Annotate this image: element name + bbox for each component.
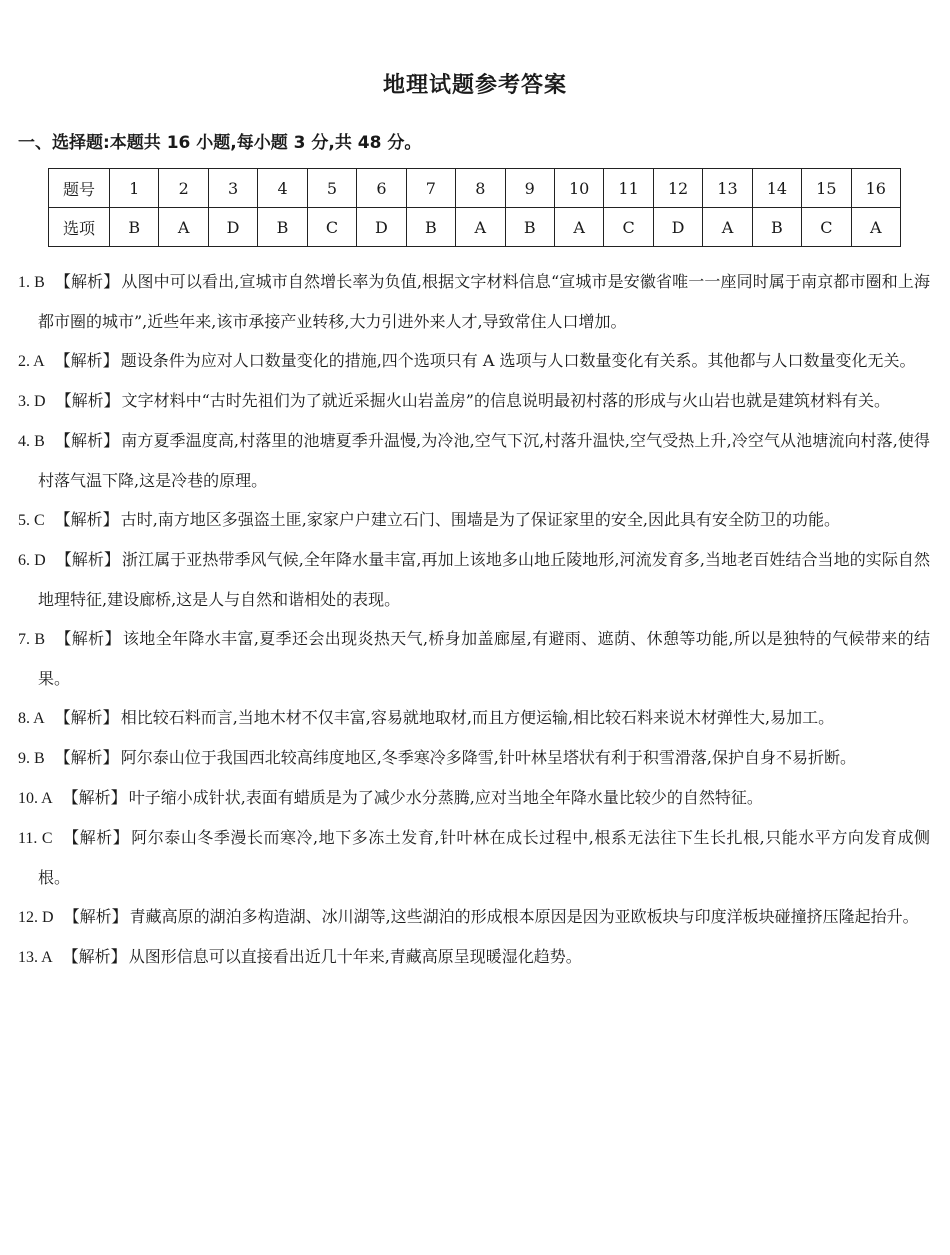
table-cell: 14 — [752, 169, 801, 208]
table-cell: C — [802, 208, 851, 247]
analysis-item — [18, 381, 930, 421]
table-cell: C — [604, 208, 653, 247]
item-number: 3. D — [18, 393, 46, 410]
answer-table — [48, 168, 901, 247]
analysis-tag: 【解析】 — [54, 431, 120, 450]
item-text: 青藏高原的湖泊多构造湖、冰川湖等,这些湖泊的形成根本原因是因为亚欧板块与印度洋板块碰撞挤压隆起抬升。 — [129, 907, 919, 926]
table-cell: 4 — [258, 169, 307, 208]
table-cell: 6 — [357, 169, 406, 208]
item-text: 阿尔泰山位于我国西北较高纬度地区,冬季寒冷多降雪,针叶林呈塔状有利于积雪滑落,保护自身不易折断。 — [120, 748, 856, 767]
table-cell: D — [653, 208, 702, 247]
table-cell: B — [505, 208, 554, 247]
analysis-item — [18, 698, 930, 738]
item-text: 浙江属于亚热带季风气候,全年降水量丰富,再加上该地多山地丘陵地形,河流发育多,当地老百姓结合当地的实际自然地理特征,建设廊桥,这是人与自然和谐相处的表现。 — [38, 550, 930, 609]
item-number: 11. C — [18, 830, 53, 847]
analysis-item — [18, 341, 930, 381]
item-number: 9. B — [18, 750, 45, 767]
analysis-tag: 【解析】 — [54, 748, 119, 767]
table-cell: A — [703, 208, 752, 247]
analysis-tag: 【解析】 — [62, 947, 127, 966]
table-cell: 7 — [406, 169, 455, 208]
analysis-tag: 【解析】 — [54, 708, 119, 727]
item-text: 叶子缩小成针状,表面有蜡质是为了减少水分蒸腾,应对当地全年降水量比较少的自然特征。 — [128, 788, 763, 807]
table-cell: 10 — [554, 169, 603, 208]
table-cell: 9 — [505, 169, 554, 208]
analysis-item — [18, 937, 930, 977]
analysis-tag: 【解析】 — [62, 788, 127, 807]
item-number: 2. A — [18, 353, 45, 370]
analysis-item — [18, 540, 930, 619]
table-cell: 2 — [159, 169, 208, 208]
table-cell: 3 — [208, 169, 257, 208]
analysis-item — [18, 262, 930, 341]
item-text: 题设条件为应对人口数量变化的措施,四个选项只有 A 选项与人口数量变化有关系。其他都与人口数量变化无关。 — [120, 351, 916, 370]
item-text: 文字材料中“古时先祖们为了就近采掘火山岩盖房”的信息说明最初村落的形成与火山岩也就是建筑材料有关。 — [121, 391, 890, 410]
table-cell: D — [357, 208, 406, 247]
table-cell: 16 — [851, 169, 900, 208]
item-text: 古时,南方地区多强盗土匪,家家户户建立石门、围墙是为了保证家里的安全,因此具有安全防卫的功能。 — [120, 510, 840, 529]
item-text: 阿尔泰山冬季漫长而寒冷,地下多冻土发育,针叶林在成长过程中,根系无法往下生长扎根,只能水平方向发育成侧根。 — [38, 828, 930, 887]
table-cell: A — [554, 208, 603, 247]
table-row-answers — [49, 208, 901, 247]
analysis-item — [18, 500, 930, 540]
table-cell: A — [456, 208, 505, 247]
analysis-tag: 【解析】 — [63, 907, 128, 926]
analysis-item — [18, 778, 930, 818]
analysis-tag: 【解析】 — [55, 629, 121, 648]
item-number: 4. B — [18, 433, 45, 450]
table-header-cell: 题号 — [49, 169, 110, 208]
table-cell: B — [258, 208, 307, 247]
analysis-tag: 【解析】 — [54, 351, 119, 370]
table-cell: B — [752, 208, 801, 247]
analysis-tag: 【解析】 — [54, 272, 120, 291]
table-cell: D — [208, 208, 257, 247]
item-number: 5. C — [18, 512, 45, 529]
item-number: 7. B — [18, 631, 46, 648]
analysis-item — [18, 897, 930, 937]
item-text: 南方夏季温度高,村落里的池塘夏季升温慢,为冷池,空气下沉,村落升温快,空气受热上升,冷空气从池塘流向村落,使得村落气温下降,这是冷巷的原理。 — [38, 431, 931, 490]
section-heading: 一、选择题:本题共 16 小题,每小题 3 分,共 48 分。 — [18, 133, 422, 153]
table-row-question-numbers — [49, 169, 901, 208]
table-header-cell: 选项 — [49, 208, 110, 247]
item-text: 该地全年降水丰富,夏季还会出现炎热天气,桥身加盖廊屋,有避雨、遮荫、休憩等功能,所以是独特的气候带来的结果。 — [38, 629, 930, 688]
item-text: 从图中可以看出,宣城市自然增长率为负值,根据文字材料信息“宣城市是安徽省唯一一座同时属于南京都市圈和上海都市圈的城市”,近些年来,该市承接产业转移,大力引进外来人才,导致常住人口增加。 — [38, 272, 930, 331]
table-cell: 1 — [110, 169, 159, 208]
table-cell: 11 — [604, 169, 653, 208]
analysis-item — [18, 818, 930, 897]
table-cell: A — [851, 208, 900, 247]
table-cell: B — [110, 208, 159, 247]
page-title: 地理试题参考答案 — [382, 73, 567, 98]
table-cell: B — [406, 208, 455, 247]
item-text: 相比较石料而言,当地木材不仅丰富,容易就地取材,而且方便运输,相比较石料来说木材弹性大,易加工。 — [120, 708, 835, 727]
item-number: 8. A — [18, 710, 45, 727]
analysis-tag: 【解析】 — [55, 391, 120, 410]
analysis-item — [18, 421, 930, 500]
item-number: 1. B — [18, 274, 45, 291]
item-number: 6. D — [18, 552, 46, 569]
table-cell: 8 — [456, 169, 505, 208]
table-cell: A — [159, 208, 208, 247]
item-number: 12. D — [18, 909, 54, 926]
item-text: 从图形信息可以直接看出近几十年来,青藏高原呈现暖湿化趋势。 — [128, 947, 582, 966]
analysis-item — [18, 619, 930, 698]
item-number: 10. A — [18, 790, 53, 807]
table-cell: 5 — [307, 169, 356, 208]
analysis-list — [18, 262, 930, 977]
analysis-item — [18, 738, 930, 778]
item-number: 13. A — [18, 949, 53, 966]
table-cell: 13 — [703, 169, 752, 208]
table-cell: C — [307, 208, 356, 247]
analysis-tag: 【解析】 — [62, 828, 130, 847]
table-cell: 12 — [653, 169, 702, 208]
table-cell: 15 — [802, 169, 851, 208]
analysis-tag: 【解析】 — [54, 510, 119, 529]
analysis-tag: 【解析】 — [55, 550, 120, 569]
